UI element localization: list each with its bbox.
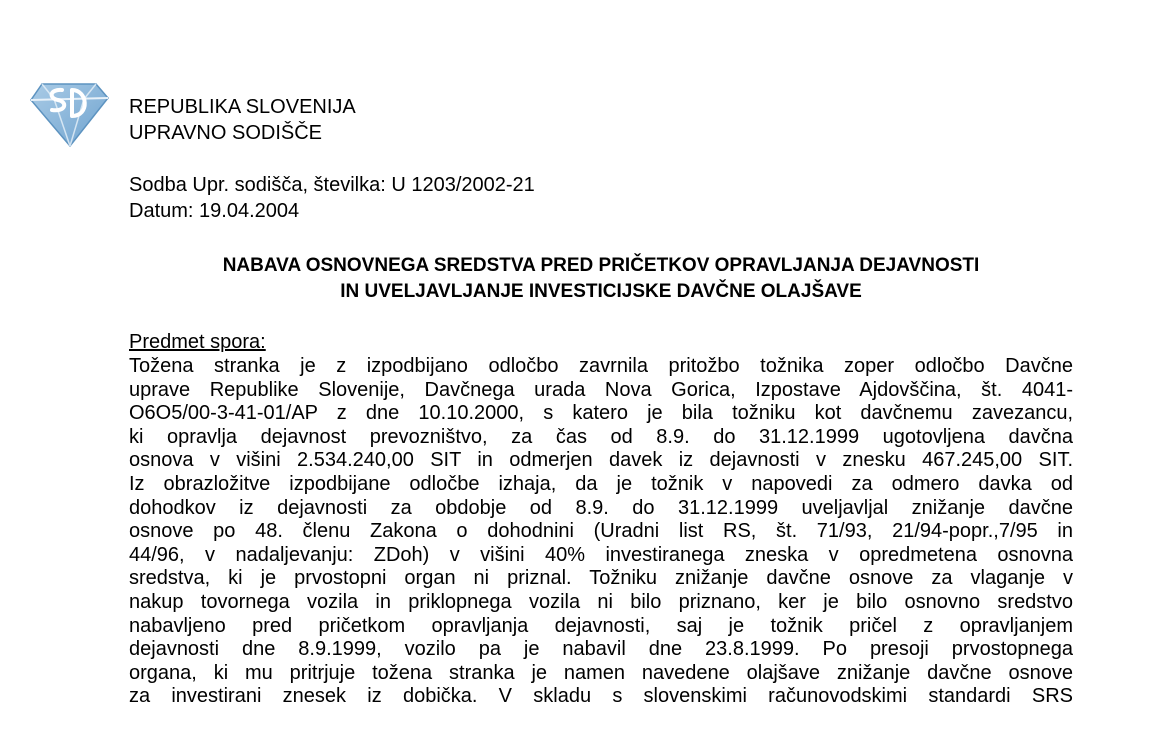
- paragraph-line: dejavnosti dne 8.9.1999, vozilo pa je nabavil dne 23.8.1999. Po presoji prvostopnega: [129, 638, 1073, 661]
- document-title: [129, 253, 1073, 305]
- case-date: Datum: 19.04.2004: [129, 200, 300, 222]
- court-header: [129, 94, 356, 146]
- paragraph-line: Iz obrazložitve izpodbijane odločbe izhaja, da je tožnik v napovedi za odmero davka od: [129, 472, 1073, 495]
- paragraph-line: dohodkov iz dejavnosti za obdobje od 8.9. do 31.12.1999 uveljavljal znižanje davčne: [129, 496, 1073, 519]
- case-info: [129, 172, 535, 224]
- paragraph-line: osnove po 48. členu Zakona o dohodnini (Uradni list RS, št. 71/93, 21/94-popr.,7/95 in: [129, 520, 1073, 543]
- paragraph-line: za investirani znesek iz dobička. V skladu s slovenskimi računovodskimi standardi SRS: [129, 685, 1073, 708]
- republic-name: REPUBLIKA SLOVENIJA: [129, 96, 356, 118]
- paragraph-line: Tožena stranka je z izpodbijano odločbo zavrnila pritožbo tožnika zoper odločbo Davčne: [129, 355, 1073, 377]
- section-heading: Predmet spora:: [129, 331, 266, 353]
- case-number: Sodba Upr. sodišča, številka: U 1203/2002-21: [129, 174, 535, 196]
- title-line-1: NABAVA OSNOVNEGA SREDSTVA PRED PRIČETKOV OPRAVLJANJA DEJAVNOSTI: [222, 255, 980, 276]
- paragraph-line: uprave Republike Slovenije, Davčnega urada Nova Gorica, Izpostave Ajdovščina, št. 4041-: [129, 378, 1073, 401]
- paragraph-line: nabavljeno pred pričetkom opravljanja dejavnosti, saj je tožnik pričel z opravljanjem: [129, 614, 1073, 637]
- title-line-2: IN UVELJAVLJANJE INVESTICIJSKE DAVČNE OLAJŠAVE: [340, 281, 862, 302]
- body-paragraph: [129, 355, 1073, 709]
- court-emblem-icon: [28, 76, 110, 148]
- paragraph-line: 44/96, v nadaljevanju: ZDoh) v višini 40% investiranega zneska v opredmetena osnovna: [129, 543, 1073, 566]
- paragraph-line: O6O5/00-3-41-01/AP z dne 10.10.2000, s katero je bila tožniku kot davčnemu zavezancu,: [129, 402, 1073, 425]
- paragraph-line: sredstva, ki je prvostopni organ ni priznal. Tožniku znižanje davčne osnove za vlaganje v: [129, 567, 1073, 590]
- paragraph-line: osnova v višini 2.534.240,00 SIT in odmerjen davek iz dejavnosti v znesku 467.245,00 SIT.: [129, 449, 1073, 472]
- court-name: UPRAVNO SODIŠČE: [129, 122, 322, 144]
- paragraph-line: ki opravlja dejavnost prevozništvo, za čas od 8.9. do 31.12.1999 ugotovljena davčna: [129, 425, 1073, 448]
- paragraph-line: nakup tovornega vozila in priklopnega vozila ni bilo priznano, ker je bilo osnovno sredstvo: [129, 590, 1073, 613]
- paragraph-line: organa, ki mu pritrjuje tožena stranka je namen navedene olajšave znižanje davčne osnove: [129, 661, 1073, 684]
